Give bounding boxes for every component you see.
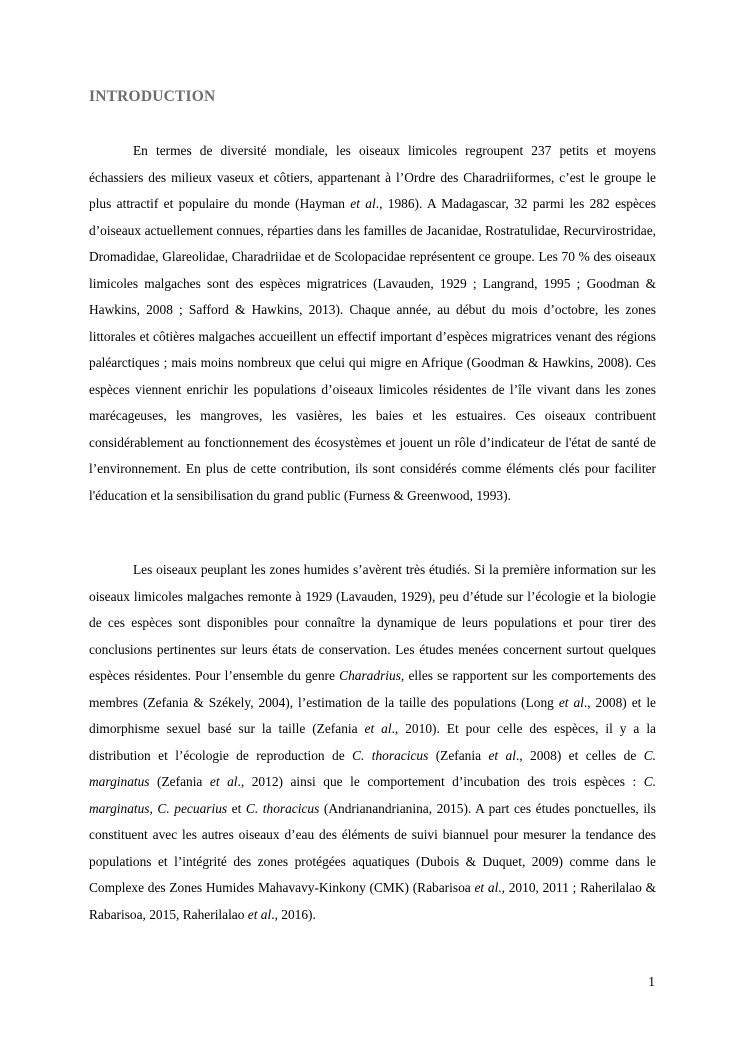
text-run: ., 2008) et celles de: [515, 747, 644, 763]
text-run: ., 2012) ainsi que le comportement d’incubation des trois espèces :: [237, 774, 644, 789]
text-run: ., 1986). A Madagascar, 32 parmi les 282 espèces d’oiseaux actuellement connues, réparties dans les familles de Jacanidae, Rostratulidae, Recurvirostridae, Dromadidae, Glareolidae, Charadriidae et de Scolopacidae représentent ce groupe. Les 70 % des oiseaux limicoles malgaches sont des espèces migratrices (Lavauden, 1929 ; Langrand, 1995 ; Goodman & Hawkins, 2008 ; Safford & Hawkins, 2013). Chaque année, au début du mois d’octobre, les zones littorales et côtières malgaches accueillent un effectif important d’espèces migratrices venant des régions paléarctiques ; mais moins nombreux que celui qui migre en Afrique (Goodman & Hawkins, 2008). Ces espèces viennent enrichir les populations d’oiseaux limicoles résidentes de l’île vivant dans les zones marécageuses, les mangroves, les vasières, les baies et les estuaires. Ces oiseaux contribuent considérablement au fonctionnement des écosystèmes et jouent un rôle d’indicateur de l'état de santé de l’environnement. En plus de cette contribution, ils sont considérés comme éléments clés pour faciliter l'éducation et la sensibilisation du grand public (Furness & Greenwood, 1993).: [89, 196, 656, 503]
text-run: ., 2010, 2011 ; Raherilalao & Rabarisoa, 2015, Raherilalao: [89, 880, 656, 922]
italic-run: C. thoracicus: [352, 747, 429, 763]
italic-run: C. thoracicus: [245, 800, 320, 816]
text-run: En termes de diversité mondiale, les oiseaux limicoles regroupent 237 petits et moyens échassiers des milieux vaseux et côtiers, appartenant à l’Ordre des Charadriiformes, c’est le groupe le plus attractif et populaire du monde (Hayman: [89, 143, 656, 211]
italic-run: et al: [247, 906, 272, 922]
italic-run: et al: [350, 196, 376, 211]
text-run: (Zefania: [149, 774, 210, 789]
section-heading: INTRODUCTION: [89, 88, 216, 105]
italic-run: Charadrius,: [339, 668, 405, 683]
italic-run: et al: [474, 880, 499, 895]
text-run: (Zefania: [428, 747, 489, 763]
text-run: (Andrianandrianina, 2015). A part ces études ponctuelles, ils constituent avec les autres oiseaux d’eau des éléments de suivi biannuel pour mesurer la tendance des populations et l’intégrité des zones protégées aquatiques (Dubois & Duquet, 2009) comme dans le Complexe des Zones Humides Mahavavy-Kinkony (CMK) (Rabarisoa: [89, 800, 656, 895]
text-run: ., 2008) et le dimorphisme sexuel basé sur la taille (Zefania: [89, 694, 656, 736]
page-number: 1: [648, 974, 655, 989]
text-run: elles se rapportent sur les comportements des membres (Zefania & Székely, 2004), l’estimation de la taille des populations (Long: [89, 668, 656, 710]
paragraph: [89, 557, 656, 928]
italic-run: et al: [209, 774, 238, 789]
italic-run: et al: [488, 747, 516, 763]
italic-run: et al: [364, 721, 392, 736]
paragraph: [89, 138, 656, 509]
text-run: Les oiseaux peuplant les zones humides s’avèrent très étudiés. Si la première information sur les oiseaux limicoles malgaches remonte à 1929 (Lavauden, 1929), peu d’étude sur l’écologie et la biologie de ces espèces sont disponibles pour connaître la dynamique de leurs populations et pour tirer des conclusions pertinentes sur leurs états de conservation. Les études menées concernent surtout quelques espèces résidentes. Pour l’ensemble du genre: [89, 562, 656, 683]
text-run: ., 2016).: [271, 906, 316, 922]
text-run: ., 2010). Et pour celle des espèces, il y a la distribution et l’écologie de reproduction de: [89, 721, 656, 763]
italic-run: C. marginatus, C. pecuarius: [89, 774, 657, 816]
italic-run: C. marginatus: [89, 747, 656, 789]
text-run: et: [227, 800, 246, 816]
italic-run: et al: [558, 694, 584, 710]
